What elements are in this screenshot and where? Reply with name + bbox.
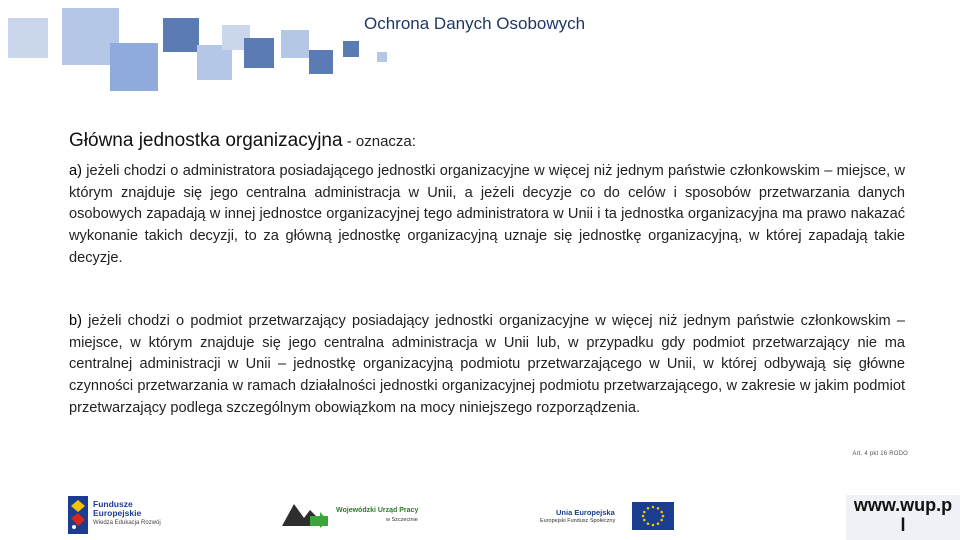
paragraph-a-marker: a) (69, 163, 82, 179)
paragraph-a (69, 161, 905, 270)
logo2-line2: w Szczecinie (386, 517, 418, 523)
decor-square (197, 45, 232, 80)
paragraph-b (69, 311, 905, 420)
decor-square (244, 38, 274, 68)
decor-square (281, 30, 309, 58)
logo3-line1: Unia Europejska (556, 508, 615, 517)
logo2-line1: Wojewódzki Urząd Pracy (336, 507, 419, 514)
legal-citation: Art. 4 pkt 16 RODO (852, 451, 908, 457)
fundusze-europejskie-logo (68, 496, 88, 534)
website-text[interactable]: www.wup.p l (853, 495, 953, 535)
wup-logo (280, 500, 330, 528)
decor-square (163, 18, 199, 52)
decor-square (110, 43, 158, 91)
decor-square (377, 52, 387, 62)
logo1-line2: Europejskie (93, 508, 142, 518)
heading-sub: - oznacza: (342, 133, 416, 150)
paragraph-b-text: jeżeli chodzi o podmiot przetwarzający posiadający jednostki organizacyjne w więcej niż jednym państwie członkowskim – miejsce, w którym znajduje się jego centralna administracja w Unii lub, w przypadku gdy podmiot przetwarzający nie ma centralnej administracji w Unii – jednostkę organizacyjną podmiotu przetwarzającego w Unii, w której odbywają się główne czynności przetwarzania w ramach działalności jednostki organizacyjnej podmiotu przetwarzającego, w zakresie w jakim podmiot przetwarzający podlega szczególnym obowiązkom na mocy niniejszego rozporządzenia. (69, 313, 905, 416)
logo1-line1: Fundusze (93, 499, 133, 509)
eu-flag-icon (632, 502, 674, 530)
paragraph-b-marker: b) (69, 313, 82, 329)
decor-square (343, 41, 359, 57)
decor-square (8, 18, 48, 58)
logo1-line3: Wiedza Edukacja Rozwój (93, 520, 161, 526)
heading-main: Główna jednostka organizacyjna (69, 130, 343, 151)
website-link[interactable] (846, 495, 960, 540)
header-title: Ochrona Danych Osobowych (364, 14, 586, 33)
logo3-line2: Europejski Fundusz Społeczny (540, 518, 616, 524)
section-heading (69, 130, 416, 152)
paragraph-a-text: jeżeli chodzi o administratora posiadającego jednostki organizacyjne w więcej niż jednym państwie członkowskim – miejsce, w którym znajduje się jego centralna administracja w Unii, a jeżeli decyzje co do celów i sposobów przetwarzania danych osobowych zapadają w innej jednostce organizacyjnej tego administratora w Unii i ta jednostka organizacyjna ma prawo nakazać wykonanie takich decyzji, to za główną jednostkę organizacyjną uznaje się jednostkę organizacyjną, w której zapadają takie decyzje. (69, 163, 905, 266)
decor-square (309, 50, 333, 74)
footer (0, 490, 960, 540)
